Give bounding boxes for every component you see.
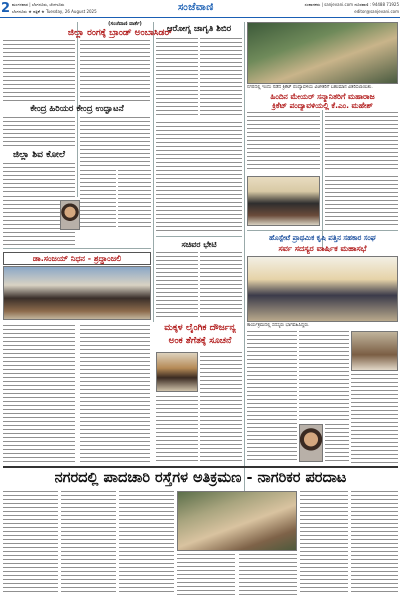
article-text bbox=[200, 38, 242, 118]
cricket-team-photo bbox=[247, 22, 398, 84]
article-text bbox=[239, 554, 297, 595]
article-text bbox=[247, 112, 320, 172]
article-text bbox=[325, 176, 398, 226]
article-text bbox=[3, 40, 75, 102]
article-text bbox=[200, 352, 242, 462]
stage-photo bbox=[247, 176, 320, 226]
section-rule bbox=[3, 248, 151, 249]
article-text bbox=[3, 117, 75, 147]
street-photo bbox=[177, 491, 297, 551]
article-text bbox=[61, 491, 116, 595]
article-text bbox=[80, 325, 150, 465]
caption-top-right: ನಗರದಲ್ಲಿ ಇಂದು ನಡೆದ ಕ್ರಿಕೆಟ್ ಪಂದ್ಯಾವಳಿಯ ವಿಜೇತರಿಗೆ ಬಹುಮಾನ ವಿತರಿಸಲಾಯಿತು. bbox=[247, 85, 373, 90]
column-rule bbox=[244, 22, 245, 542]
article-text bbox=[351, 491, 398, 595]
article-text bbox=[156, 122, 242, 232]
article-text bbox=[156, 38, 198, 118]
article-text bbox=[80, 40, 150, 102]
headline-kendra: ಕೇಂದ್ರ ಹಿರಿಯರ ಕೇಂದ್ರ ಉದ್ಘಾಟನೆ bbox=[30, 104, 124, 114]
headline-brand-ambassador: ಜಿಲ್ಲಾ ರಂಗಕ್ಕೆ ಬ್ರಾಂಡ್ ಅಂಬಾಸಿಡರ್ bbox=[67, 28, 173, 38]
article-text bbox=[351, 374, 398, 463]
banner-rule bbox=[3, 466, 398, 468]
portrait-photo bbox=[299, 424, 323, 462]
masthead-left-line-1: ಮಂಗಳವಾರ | ಬೆಂಗಳೂರು, ಬೆಂಗಳೂರು bbox=[12, 2, 65, 7]
masthead-brand: ಸಂಜೆವಾಣಿ bbox=[178, 2, 214, 13]
article-text bbox=[3, 325, 75, 465]
article-text bbox=[299, 331, 349, 421]
page-number: 2 bbox=[1, 1, 11, 16]
group-photo bbox=[3, 266, 151, 320]
masthead-right-line-2: editor@sanjevani.com bbox=[354, 9, 399, 14]
headline-mid-2: ಅಂಕ ತೆಗೆತಕ್ಕೆ ಸೂಚನೆ bbox=[168, 336, 232, 346]
article-text bbox=[119, 491, 174, 595]
headline-sahakari-2: ಸರ್ವ ಸದಸ್ಯರ ವಾರ್ಷಿಕ ಮಹಾಸಭೆ bbox=[278, 244, 367, 253]
headline-top-right-2: ಕ್ರಿಕೆಟ್ ಪಂದ್ಯಾವಳಿಯಲ್ಲಿ ಕೆ.ಎಂ. ಮಹೇಶ್ bbox=[272, 101, 373, 110]
article-text bbox=[325, 424, 349, 462]
article-text bbox=[118, 170, 151, 230]
headline-top-right: ಹಿಂದಿನ ಮೇಯರ್ ಸನ್ಮಾನಿತರಿಗೆ ಮಹಾರಾಜ bbox=[270, 92, 375, 101]
caption-mid-right: ಕಾರ್ಯಕ್ರಮದಲ್ಲಿ ಸದಸ್ಯರು ಭಾಗವಹಿಸಿದ್ದರು. bbox=[247, 323, 310, 328]
article-text bbox=[247, 331, 297, 463]
article-text bbox=[325, 112, 398, 172]
article-text bbox=[80, 170, 116, 230]
section-rule bbox=[247, 230, 398, 231]
article-text bbox=[3, 491, 58, 595]
column-rule bbox=[153, 22, 154, 322]
column-rule bbox=[322, 110, 323, 250]
headline-sahakari-1: ಹೊಸ್ಪೇಟೆ ಪ್ರಾಥಮಿಕ ಕೃಷಿ ಪತ್ತಿನ ಸಹಕಾರ ಸಂಘ bbox=[269, 234, 376, 242]
headline-short: ಸಚಿವರ ಭೇಟಿ bbox=[181, 240, 217, 249]
headline-shiva: ಜಿಲ್ಲಾ ಶಿವ ಕೋಲೆ bbox=[12, 150, 66, 160]
headline-shraddhanjali: ಡಾ.ಸಂಜಯ್ ನಿಧನ - ಶ್ರದ್ಧಾಂಜಲಿ bbox=[3, 252, 151, 265]
small-photo bbox=[351, 331, 398, 371]
article-text bbox=[200, 252, 242, 320]
article-text bbox=[300, 491, 348, 595]
article-text bbox=[156, 396, 198, 462]
masthead-right-line-1: ಸಂಪಾದಕರು | sanjevani.com ದೂರವಾಣಿ : 94488 71925 bbox=[304, 2, 399, 7]
article-text bbox=[177, 554, 235, 595]
headline-banner: ನಗರದಲ್ಲಿ ಪಾದಚಾರಿ ರಸ್ತೆಗಳ ಅತಿಕ್ರಮಣ - ನಾಗರಿಕರ ಪರದಾಟ bbox=[54, 470, 347, 486]
article-text bbox=[156, 252, 198, 320]
event-photo bbox=[156, 352, 198, 392]
headline-mid-1: ಮಕ್ಕಳ ಲೈಂಗಿಕ ದೌರ್ಜನ್ಯ bbox=[164, 323, 236, 333]
section-tag: (ಸಂಜೆವಾಣಿ ವಾರ್ತೆ) bbox=[108, 21, 142, 27]
portrait-photo bbox=[60, 200, 80, 230]
meeting-hall-photo bbox=[247, 256, 398, 322]
article-text bbox=[80, 117, 150, 167]
article-text bbox=[3, 163, 75, 193]
headline-alert: ಆರೋಗ್ಯ ಜಾಗೃತಿ ಶಿಬಿರ bbox=[166, 24, 232, 34]
section-rule bbox=[156, 236, 242, 237]
masthead-left-line-2: ಬೆಂಗಳೂರು ★ ಪತ್ರಿಕೆ ★ Tuesday, 26 August 2025 bbox=[12, 9, 97, 14]
